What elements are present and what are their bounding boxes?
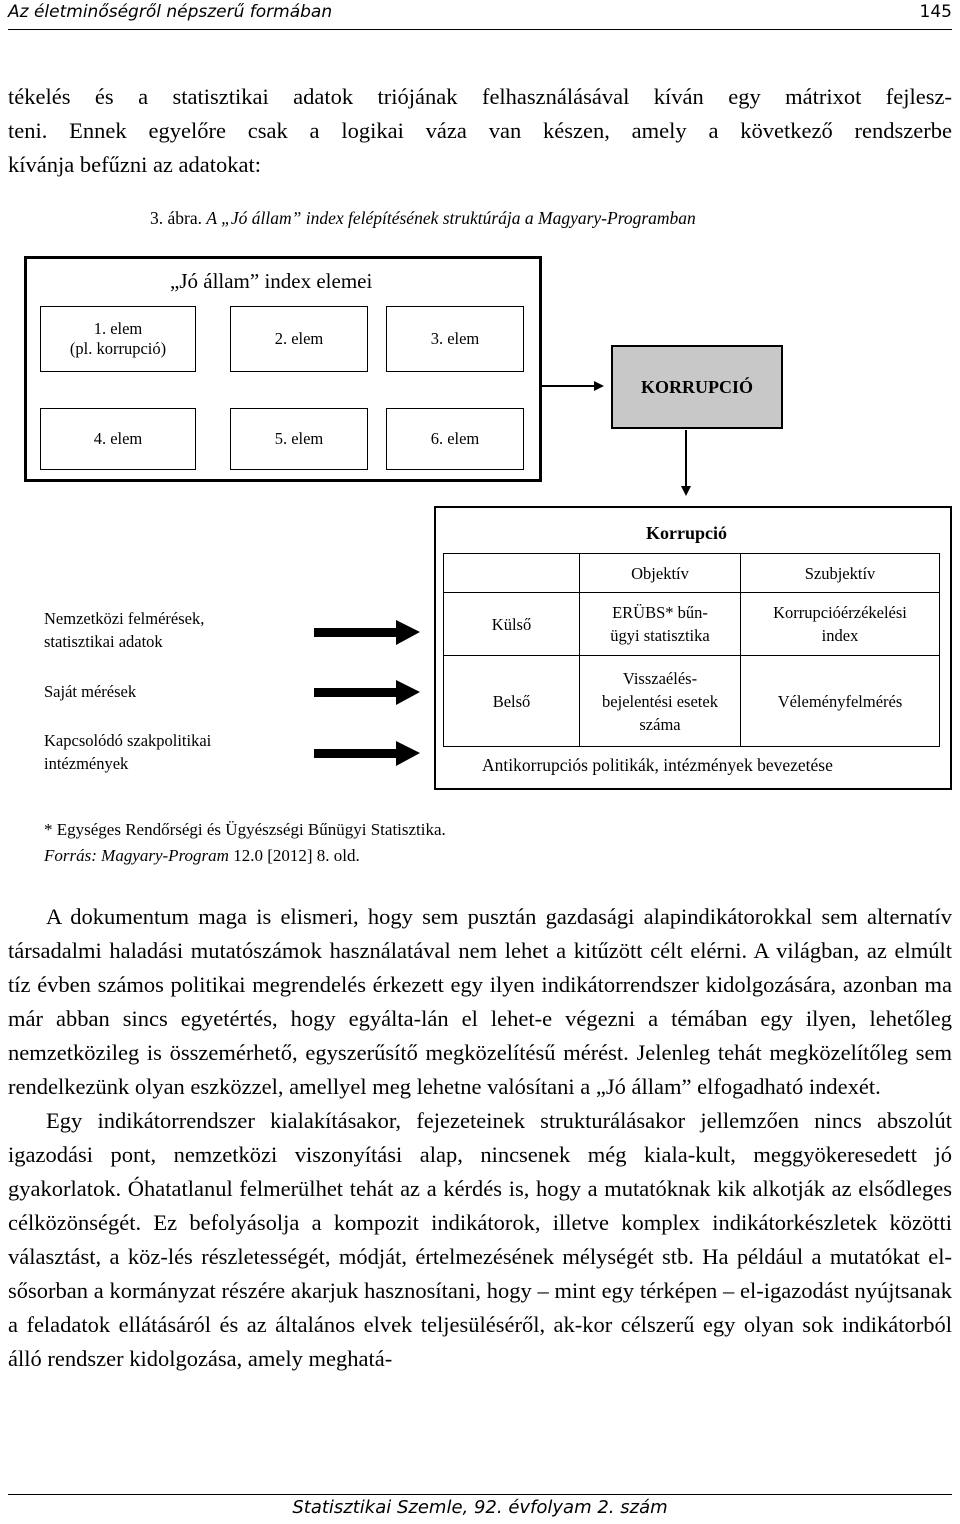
cell-kulso-szub-line-1: Korrupcióérzékelési <box>773 603 907 622</box>
cell-kulso-obj-line-2: ügyi statisztika <box>610 626 710 645</box>
intro-line-2: teni. Ennek egyelőre csak a logikai váza van készen, amely a következő rendszerbe <box>8 118 952 143</box>
index-title: „Jó állam” index elemei <box>170 269 373 293</box>
source-2: Saját mérések <box>44 682 137 701</box>
elem-3-box: 3. elem <box>386 306 524 372</box>
intro-line-1: tékelés és a statisztikai adatok triójának felhasználásával kíván egy mátrixot fejlesz- <box>8 84 952 109</box>
source-title: Magyary-Program <box>101 846 229 865</box>
source-3-line-2: intézmények <box>44 754 129 773</box>
footer-rule <box>8 1494 952 1495</box>
figure-number: 3. ábra. <box>150 208 202 228</box>
body-paragraph-2: Egy indikátorrendszer kialakításakor, fejezeteinek strukturálásakor jellemzően nincs abszolút igazodási pont, nemzetközi viszonyítási alap, nincsenek még kiala-kult, meggyökeresedett jó gyakorlatok. Óhatatlanul felmerülhet tehát az a kérdés is, hogy a mutatóknak kik alkotják az elsődleges célközönségét. Ez befolyásolja a kompozit indikátorok, illetve komplex indikátorkészletek közötti választást, a köz-lés részletességét, módját, értelmezésének mélységét stb. Ha például a mutatókat el-sősorban a kormányzat részére akarjuk hasznosítani, hogy – mint egy térképen – el-igazodást nyújtsanak a feladatok ellátásáról és az általános elvek teljesüléséről, ak-kor célszerű egy olyan sok indikátorból álló rendszer kidolgozása, amely meghatá- <box>8 1108 952 1371</box>
source-1-line-1: Nemzetközi felmérések, <box>44 609 205 628</box>
korrupcio-box: KORRUPCIÓ <box>611 345 783 429</box>
cell-kulso-obj-line-1: ERÜBS* bűn- <box>612 603 708 622</box>
matrix-bottom-label: Antikorrupciós politikák, intézmények bevezetése <box>482 755 833 775</box>
source-rest: 12.0 [2012] 8. old. <box>233 846 360 865</box>
source-label: Forrás: <box>44 846 97 865</box>
elem-1-line-2: (pl. korrupció) <box>69 339 167 358</box>
elem-6-box: 6. elem <box>386 408 524 470</box>
cell-belso-obj-line-1: Visszaélés- <box>622 668 698 688</box>
source-3-line-1: Kapcsolódó szakpolitikai <box>44 731 212 750</box>
matrix-title: Korrupció <box>646 523 727 543</box>
cell-belso-obj-line-2: bejelentési esetek <box>602 691 718 711</box>
source-1-line-2: statisztikai adatok <box>44 632 163 651</box>
matrix-col-szubjektiv: Szubjektív <box>740 553 940 593</box>
fat-arrow-3 <box>314 741 420 766</box>
fat-arrow-2 <box>314 680 420 705</box>
elem-2-box: 2. elem <box>230 306 368 372</box>
cell-belso-obj-line-3: száma <box>639 714 681 734</box>
body-paragraph-1: A dokumentum maga is elismeri, hogy sem pusztán gazdasági alapindikátorokkal sem alternatív társadalmi haladási mutatószámok használatával nem lehet a kitűzött célt elérni. A világban, az elmúlt tíz évben számos politikai megrendelés érkezett egy ilyen indikátorrendszer kidolgozására, azonban ma már abban sincs egyetértés, hogy egyálta-lán el lehet-e végezni a témában egy ilyen, lehetőleg nemzetközileg is összemérhető, egyszerűsítő megközelítésű mérést. Jelenleg tehát megközelítőleg sem rendelkezünk olyan eszközzel, amellyel meg lehetne valósítani a „Jó állam” elfogadható indexét. <box>8 904 952 1099</box>
running-header: Az életminőségről népszerű formában <box>8 2 333 22</box>
body-text <box>8 900 952 1376</box>
elem-5-box: 5. elem <box>230 408 368 470</box>
elem-1-line-1: 1. elem <box>93 319 143 338</box>
cell-kulso-szub-line-2: index <box>821 626 859 645</box>
matrix-cell-belso-szubjektiv: Véleményfelmérés <box>740 655 940 747</box>
figure-title: A „Jó állam” index felépítésének struktúrája a Magyary-Programban <box>206 208 696 228</box>
page-number: 145 <box>919 2 952 22</box>
fat-arrow-1 <box>314 620 420 645</box>
figure-footnote: * Egységes Rendőrségi és Ügyészségi Bűnügyi Statisztika. <box>44 820 446 839</box>
figure-source <box>44 846 360 866</box>
matrix-row-kulso: Külső <box>443 592 580 656</box>
journal-footer: Statisztikai Szemle, 92. évfolyam 2. szám <box>292 1497 668 1518</box>
matrix-col-objektiv: Objektív <box>579 553 741 593</box>
intro-line-3: kívánja befűzni az adatokat: <box>8 152 262 177</box>
matrix-row-belso: Belső <box>443 655 580 747</box>
elem-4-box: 4. elem <box>40 408 196 470</box>
